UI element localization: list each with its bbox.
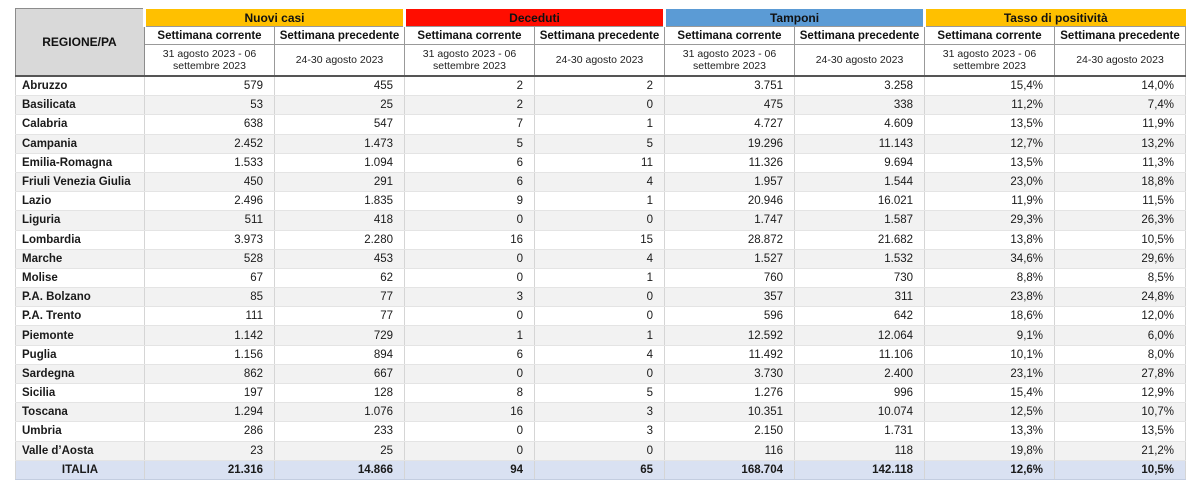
value-cell: 118 xyxy=(795,441,925,460)
value-cell: 450 xyxy=(145,172,275,191)
value-cell: 4.727 xyxy=(665,115,795,134)
value-cell: 77 xyxy=(275,288,405,307)
value-cell: 25 xyxy=(275,96,405,115)
value-cell: 11,9% xyxy=(1055,115,1186,134)
value-cell: 1 xyxy=(535,192,665,211)
value-cell: 357 xyxy=(665,288,795,307)
value-cell: 8,0% xyxy=(1055,345,1186,364)
value-cell: 21.682 xyxy=(795,230,925,249)
value-cell: 13,5% xyxy=(925,153,1055,172)
value-cell: 13,3% xyxy=(925,422,1055,441)
value-cell: 13,2% xyxy=(1055,134,1186,153)
region-name: Umbria xyxy=(16,422,145,441)
value-cell: 1 xyxy=(535,326,665,345)
date-range-previous: 24-30 agosto 2023 xyxy=(795,45,925,77)
table-row xyxy=(16,230,1186,249)
value-cell: 11.106 xyxy=(795,345,925,364)
value-cell: 16 xyxy=(405,230,535,249)
value-cell: 11,5% xyxy=(1055,192,1186,211)
subheader-previous: Settimana precedente xyxy=(275,27,405,45)
value-cell: 2.400 xyxy=(795,364,925,383)
value-cell: 10.074 xyxy=(795,403,925,422)
subheader-current: Settimana corrente xyxy=(405,27,535,45)
table-row xyxy=(16,307,1186,326)
subheader-previous: Settimana precedente xyxy=(1055,27,1186,45)
group-header-tasso-positivita: Tasso di positività xyxy=(925,9,1186,27)
region-name: Campania xyxy=(16,134,145,153)
value-cell: 1.957 xyxy=(665,172,795,191)
date-range-current: 31 agosto 2023 - 06 settembre 2023 xyxy=(925,45,1055,77)
table-row xyxy=(16,249,1186,268)
date-range-current: 31 agosto 2023 - 06 settembre 2023 xyxy=(145,45,275,77)
value-cell: 2.452 xyxy=(145,134,275,153)
value-cell: 5 xyxy=(535,134,665,153)
value-cell: 418 xyxy=(275,211,405,230)
value-cell: 0 xyxy=(535,288,665,307)
value-cell: 547 xyxy=(275,115,405,134)
date-header-row xyxy=(16,45,1186,77)
region-name: Sardegna xyxy=(16,364,145,383)
value-cell: 0 xyxy=(535,211,665,230)
region-column-header: REGIONE/PA xyxy=(16,9,145,77)
value-cell: 0 xyxy=(405,422,535,441)
value-cell: 0 xyxy=(405,211,535,230)
value-cell: 10,7% xyxy=(1055,403,1186,422)
table-row xyxy=(16,76,1186,96)
value-cell: 7 xyxy=(405,115,535,134)
value-cell: 2.280 xyxy=(275,230,405,249)
value-cell: 1.747 xyxy=(665,211,795,230)
region-name: Abruzzo xyxy=(16,76,145,96)
value-cell: 455 xyxy=(275,76,405,96)
value-cell: 0 xyxy=(405,249,535,268)
value-cell: 10,1% xyxy=(925,345,1055,364)
value-cell: 3.973 xyxy=(145,230,275,249)
value-cell: 67 xyxy=(145,268,275,287)
value-cell: 11.143 xyxy=(795,134,925,153)
region-name: Emilia-Romagna xyxy=(16,153,145,172)
value-cell: 8,5% xyxy=(1055,268,1186,287)
region-name: Molise xyxy=(16,268,145,287)
value-cell: 1.076 xyxy=(275,403,405,422)
value-cell: 0 xyxy=(535,441,665,460)
value-cell: 12,5% xyxy=(925,403,1055,422)
value-cell: 11 xyxy=(535,153,665,172)
value-cell: 27,8% xyxy=(1055,364,1186,383)
value-cell: 2 xyxy=(535,76,665,96)
table-row xyxy=(16,422,1186,441)
value-cell: 25 xyxy=(275,441,405,460)
value-cell: 85 xyxy=(145,288,275,307)
table-row xyxy=(16,153,1186,172)
value-cell: 5 xyxy=(535,384,665,403)
value-cell: 11,2% xyxy=(925,96,1055,115)
region-name: Calabria xyxy=(16,115,145,134)
region-name: Marche xyxy=(16,249,145,268)
value-cell: 11.492 xyxy=(665,345,795,364)
value-cell: 19.296 xyxy=(665,134,795,153)
value-cell: 1 xyxy=(535,268,665,287)
value-cell: 9.694 xyxy=(795,153,925,172)
value-cell: 862 xyxy=(145,364,275,383)
value-cell: 1.731 xyxy=(795,422,925,441)
value-cell: 1.142 xyxy=(145,326,275,345)
subheader-row xyxy=(16,27,1186,45)
value-cell: 3.730 xyxy=(665,364,795,383)
value-cell: 528 xyxy=(145,249,275,268)
value-cell: 2.150 xyxy=(665,422,795,441)
value-cell: 23 xyxy=(145,441,275,460)
region-name: Piemonte xyxy=(16,326,145,345)
table-row xyxy=(16,441,1186,460)
value-cell: 0 xyxy=(535,364,665,383)
value-cell: 1.544 xyxy=(795,172,925,191)
regional-data-table xyxy=(15,8,1186,480)
table-body xyxy=(16,76,1186,479)
value-cell: 6,0% xyxy=(1055,326,1186,345)
region-name: Basilicata xyxy=(16,96,145,115)
value-cell: 596 xyxy=(665,307,795,326)
value-cell: 4 xyxy=(535,249,665,268)
value-cell: 8 xyxy=(405,384,535,403)
value-cell: 760 xyxy=(665,268,795,287)
value-cell: 667 xyxy=(275,364,405,383)
value-cell: 10,5% xyxy=(1055,230,1186,249)
value-cell: 111 xyxy=(145,307,275,326)
value-cell: 338 xyxy=(795,96,925,115)
value-cell: 23,1% xyxy=(925,364,1055,383)
value-cell: 34,6% xyxy=(925,249,1055,268)
value-cell: 11,3% xyxy=(1055,153,1186,172)
table-row xyxy=(16,384,1186,403)
value-cell: 94 xyxy=(405,460,535,479)
value-cell: 21,2% xyxy=(1055,441,1186,460)
value-cell: 3 xyxy=(535,403,665,422)
value-cell: 1.533 xyxy=(145,153,275,172)
value-cell: 13,5% xyxy=(925,115,1055,134)
value-cell: 116 xyxy=(665,441,795,460)
value-cell: 453 xyxy=(275,249,405,268)
subheader-previous: Settimana precedente xyxy=(795,27,925,45)
value-cell: 26,3% xyxy=(1055,211,1186,230)
value-cell: 0 xyxy=(535,96,665,115)
value-cell: 1.532 xyxy=(795,249,925,268)
date-range-current: 31 agosto 2023 - 06 settembre 2023 xyxy=(405,45,535,77)
value-cell: 7,4% xyxy=(1055,96,1186,115)
region-name: Liguria xyxy=(16,211,145,230)
region-name: P.A. Bolzano xyxy=(16,288,145,307)
value-cell: 21.316 xyxy=(145,460,275,479)
value-cell: 168.704 xyxy=(665,460,795,479)
table-row xyxy=(16,268,1186,287)
value-cell: 53 xyxy=(145,96,275,115)
value-cell: 10.351 xyxy=(665,403,795,422)
value-cell: 11.326 xyxy=(665,153,795,172)
value-cell: 579 xyxy=(145,76,275,96)
value-cell: 1 xyxy=(535,115,665,134)
value-cell: 15,4% xyxy=(925,76,1055,96)
group-header-row xyxy=(16,9,1186,27)
value-cell: 2.496 xyxy=(145,192,275,211)
value-cell: 12,0% xyxy=(1055,307,1186,326)
value-cell: 13,8% xyxy=(925,230,1055,249)
value-cell: 14,0% xyxy=(1055,76,1186,96)
value-cell: 1.156 xyxy=(145,345,275,364)
subheader-current: Settimana corrente xyxy=(925,27,1055,45)
value-cell: 62 xyxy=(275,268,405,287)
value-cell: 16 xyxy=(405,403,535,422)
value-cell: 9 xyxy=(405,192,535,211)
value-cell: 0 xyxy=(405,364,535,383)
date-range-previous: 24-30 agosto 2023 xyxy=(535,45,665,77)
subheader-previous: Settimana precedente xyxy=(535,27,665,45)
value-cell: 23,0% xyxy=(925,172,1055,191)
value-cell: 0 xyxy=(405,307,535,326)
value-cell: 29,6% xyxy=(1055,249,1186,268)
value-cell: 65 xyxy=(535,460,665,479)
table-row xyxy=(16,115,1186,134)
value-cell: 28.872 xyxy=(665,230,795,249)
date-range-previous: 24-30 agosto 2023 xyxy=(275,45,405,77)
value-cell: 233 xyxy=(275,422,405,441)
table-row xyxy=(16,192,1186,211)
region-name: Friuli Venezia Giulia xyxy=(16,172,145,191)
value-cell: 6 xyxy=(405,172,535,191)
value-cell: 9,1% xyxy=(925,326,1055,345)
table-row xyxy=(16,364,1186,383)
table-row xyxy=(16,403,1186,422)
value-cell: 6 xyxy=(405,345,535,364)
region-name: Valle d’Aosta xyxy=(16,441,145,460)
value-cell: 24,8% xyxy=(1055,288,1186,307)
region-name: Toscana xyxy=(16,403,145,422)
value-cell: 996 xyxy=(795,384,925,403)
value-cell: 1 xyxy=(405,326,535,345)
region-name: ITALIA xyxy=(16,460,145,479)
value-cell: 13,5% xyxy=(1055,422,1186,441)
value-cell: 642 xyxy=(795,307,925,326)
value-cell: 3 xyxy=(535,422,665,441)
date-range-current: 31 agosto 2023 - 06 settembre 2023 xyxy=(665,45,795,77)
value-cell: 18,6% xyxy=(925,307,1055,326)
value-cell: 142.118 xyxy=(795,460,925,479)
region-name: Puglia xyxy=(16,345,145,364)
value-cell: 12,6% xyxy=(925,460,1055,479)
value-cell: 77 xyxy=(275,307,405,326)
value-cell: 6 xyxy=(405,153,535,172)
value-cell: 18,8% xyxy=(1055,172,1186,191)
group-header-deceduti: Deceduti xyxy=(405,9,665,27)
value-cell: 638 xyxy=(145,115,275,134)
value-cell: 1.527 xyxy=(665,249,795,268)
region-name: P.A. Trento xyxy=(16,307,145,326)
value-cell: 291 xyxy=(275,172,405,191)
value-cell: 16.021 xyxy=(795,192,925,211)
value-cell: 311 xyxy=(795,288,925,307)
subheader-current: Settimana corrente xyxy=(145,27,275,45)
value-cell: 1.276 xyxy=(665,384,795,403)
value-cell: 23,8% xyxy=(925,288,1055,307)
table-row xyxy=(16,345,1186,364)
value-cell: 4 xyxy=(535,172,665,191)
value-cell: 5 xyxy=(405,134,535,153)
value-cell: 3 xyxy=(405,288,535,307)
value-cell: 12,9% xyxy=(1055,384,1186,403)
table-row xyxy=(16,211,1186,230)
value-cell: 1.473 xyxy=(275,134,405,153)
value-cell: 0 xyxy=(405,441,535,460)
value-cell: 511 xyxy=(145,211,275,230)
value-cell: 3.751 xyxy=(665,76,795,96)
total-row xyxy=(16,460,1186,479)
subheader-current: Settimana corrente xyxy=(665,27,795,45)
table-row xyxy=(16,172,1186,191)
value-cell: 729 xyxy=(275,326,405,345)
region-name: Lazio xyxy=(16,192,145,211)
region-name: Sicilia xyxy=(16,384,145,403)
value-cell: 19,8% xyxy=(925,441,1055,460)
date-range-previous: 24-30 agosto 2023 xyxy=(1055,45,1186,77)
value-cell: 128 xyxy=(275,384,405,403)
group-header-nuovi-casi: Nuovi casi xyxy=(145,9,405,27)
region-name: Lombardia xyxy=(16,230,145,249)
value-cell: 11,9% xyxy=(925,192,1055,211)
table-row xyxy=(16,96,1186,115)
value-cell: 894 xyxy=(275,345,405,364)
value-cell: 29,3% xyxy=(925,211,1055,230)
value-cell: 4.609 xyxy=(795,115,925,134)
value-cell: 20.946 xyxy=(665,192,795,211)
value-cell: 2 xyxy=(405,76,535,96)
value-cell: 10,5% xyxy=(1055,460,1186,479)
value-cell: 4 xyxy=(535,345,665,364)
value-cell: 1.094 xyxy=(275,153,405,172)
value-cell: 197 xyxy=(145,384,275,403)
value-cell: 286 xyxy=(145,422,275,441)
value-cell: 15,4% xyxy=(925,384,1055,403)
value-cell: 1.835 xyxy=(275,192,405,211)
value-cell: 14.866 xyxy=(275,460,405,479)
value-cell: 0 xyxy=(535,307,665,326)
value-cell: 2 xyxy=(405,96,535,115)
value-cell: 3.258 xyxy=(795,76,925,96)
table-row xyxy=(16,326,1186,345)
value-cell: 1.587 xyxy=(795,211,925,230)
value-cell: 12,7% xyxy=(925,134,1055,153)
table-row xyxy=(16,134,1186,153)
value-cell: 15 xyxy=(535,230,665,249)
group-header-tamponi: Tamponi xyxy=(665,9,925,27)
value-cell: 0 xyxy=(405,268,535,287)
value-cell: 1.294 xyxy=(145,403,275,422)
value-cell: 730 xyxy=(795,268,925,287)
table-row xyxy=(16,288,1186,307)
value-cell: 12.064 xyxy=(795,326,925,345)
value-cell: 475 xyxy=(665,96,795,115)
value-cell: 8,8% xyxy=(925,268,1055,287)
value-cell: 12.592 xyxy=(665,326,795,345)
